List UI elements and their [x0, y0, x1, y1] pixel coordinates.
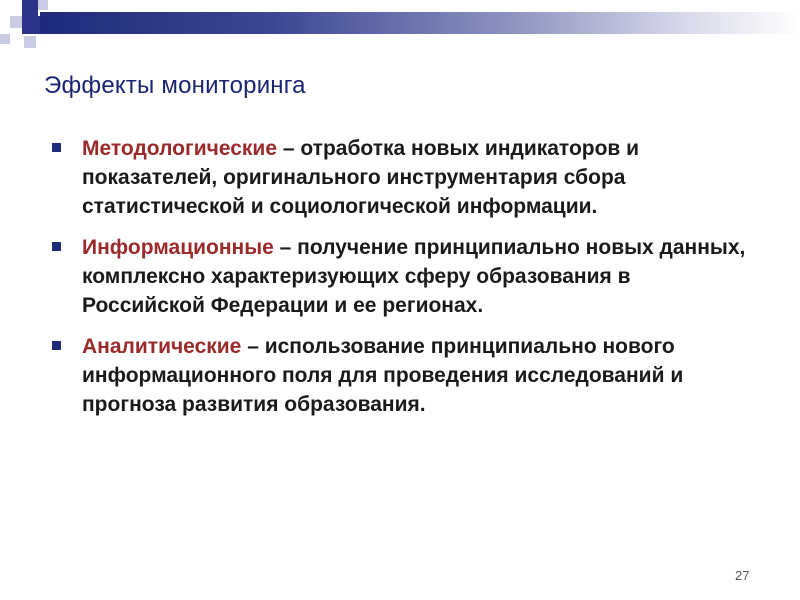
- header-gradient-band: [40, 12, 800, 34]
- corner-square-decoration: [22, 0, 38, 16]
- bullet-item-analytical: [52, 332, 752, 419]
- bullet-list: [52, 134, 752, 431]
- corner-square-decoration: [38, 0, 48, 10]
- bullet-text: – отработка новых индикаторов и показателей, оригинального инструментария сбора статистической и социологической информации.: [82, 137, 640, 218]
- page-number: 27: [735, 568, 750, 583]
- corner-square-decoration: [10, 16, 22, 28]
- bullet-term: Информационные: [82, 236, 274, 259]
- square-bullet-icon: [52, 143, 61, 152]
- bullet-item-methodological: [52, 134, 752, 221]
- corner-square-decoration: [0, 34, 10, 44]
- corner-square-decoration: [24, 36, 36, 48]
- square-bullet-icon: [52, 242, 61, 251]
- corner-square-decoration: [22, 16, 40, 34]
- square-bullet-icon: [52, 341, 61, 350]
- bullet-text: – использование принципиально нового информационного поля для проведения исследований и прогноза развития образования.: [82, 335, 684, 416]
- bullet-term: Методологические: [82, 137, 278, 160]
- slide-title: Эффекты мониторинга: [44, 72, 306, 99]
- bullet-text: – получение принципиально новых данных, комплексно характеризующих сферу образования в Российской Федерации и ее регионах.: [82, 236, 746, 317]
- bullet-term: Аналитические: [82, 335, 242, 358]
- bullet-item-informational: [52, 233, 752, 320]
